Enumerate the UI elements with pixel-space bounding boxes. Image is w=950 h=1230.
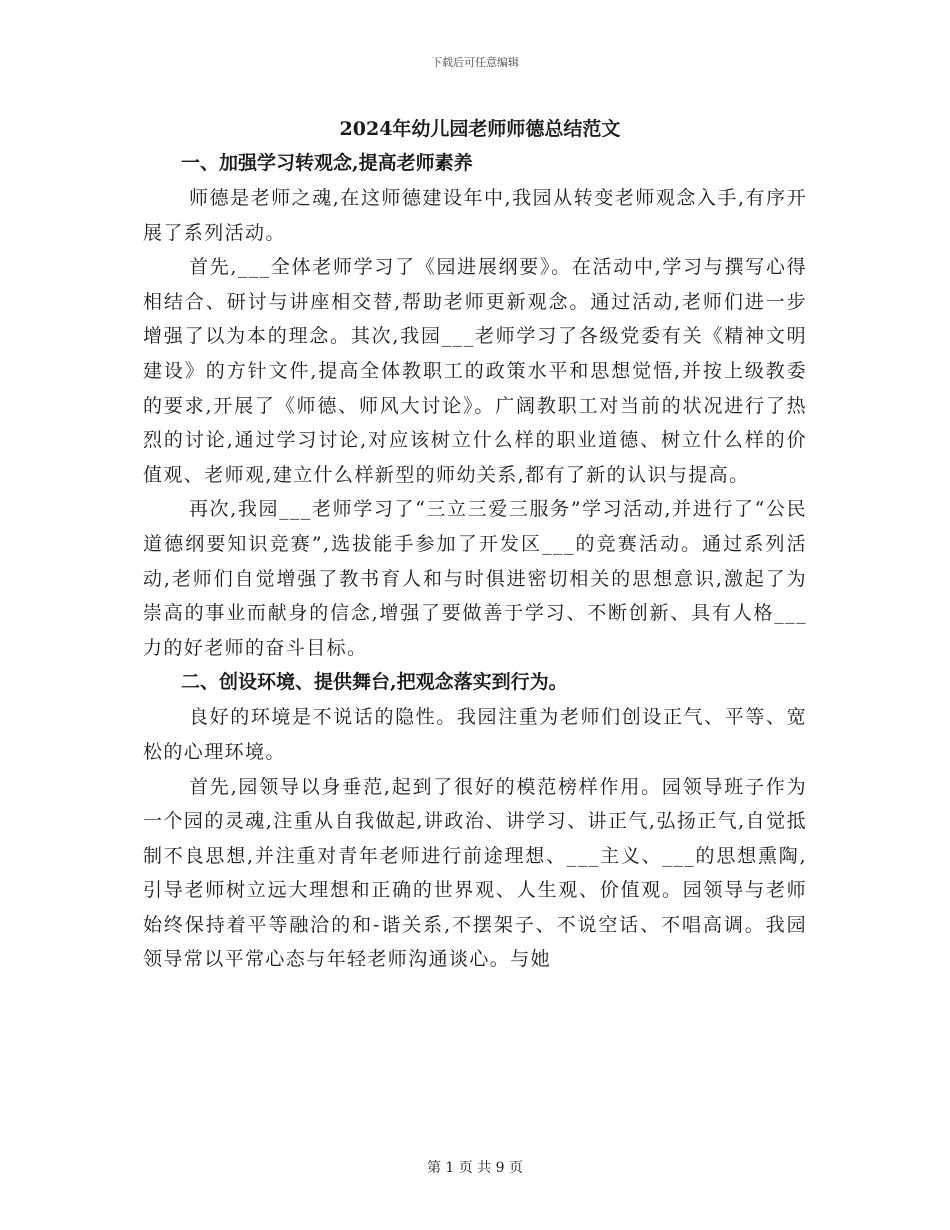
paragraph: 首先,园领导以身垂范,起到了很好的模范榜样作用。园领导班子作为一个园的灵魂,注重从自我做起,讲政治、讲学习、讲正气,弘扬正气,自觉抵制不良思想,并注重对青年老师进行前途理想、___主义、___的思想熏陶,引导老师树立远大理想和正确的世界观、人生观、价值观。园领导与老师始终保持着平等融洽的和-谐关系,不摆架子、不说空话、不唱高调。我园领导常以平常心态与年轻老师沟通谈心。与她 <box>143 775 807 971</box>
section-heading-2: 二、创设环境、提供舞台,把观念落实到行为。 <box>181 671 568 694</box>
document-body <box>143 112 807 977</box>
paragraph: 首先,___全体老师学习了《园进展纲要》。在活动中,学习与撰写心得相结合、研讨与讲座相交替,帮助老师更新观念。通过活动,老师们进一步增强了以为本的理念。其次,我园___老师学习了各级党委有关《精神文明建设》的方针文件,提高全体教职工的政策水平和思想觉悟,并按上级教委的要求,开展了《师德、师风大讨论》。广阔教职工对当前的状况进行了热烈的讨论,通过学习讨论,对应该树立什么样的职业道德、树立什么样的价值观、老师观,建立什么样新型的师幼关系,都有了新的认识与提高。 <box>143 256 807 486</box>
section-heading-1: 一、加强学习转观念,提高老师素养 <box>181 152 473 174</box>
paragraph: 师德是老师之魂,在这师德建设年中,我园从转变老师观念入手,有序开展了系列活动。 <box>143 187 807 244</box>
page-number-footer: 第 1 页 共 9 页 <box>426 1160 524 1176</box>
paragraph: 再次,我园___老师学习了“三立三爱三服务”学习活动,并进行了“公民道德纲要知识竞赛”,选拔能手参加了开发区___的竞赛活动。通过系列活动,老师们自觉增强了教书育人和与时俱进密切相关的思想意识,激起了为崇高的事业而献身的信念,增强了要做善于学习、不断创新、具有人格___力的好老师的奋斗目标。 <box>143 498 807 659</box>
paragraph: 良好的环境是不说话的隐性。我园注重为老师们创设正气、平等、宽松的心理环境。 <box>143 706 807 763</box>
document-title: 2024年幼儿园老师师德总结范文 <box>339 118 621 140</box>
header-note: 下载后可任意编辑 <box>431 56 519 69</box>
